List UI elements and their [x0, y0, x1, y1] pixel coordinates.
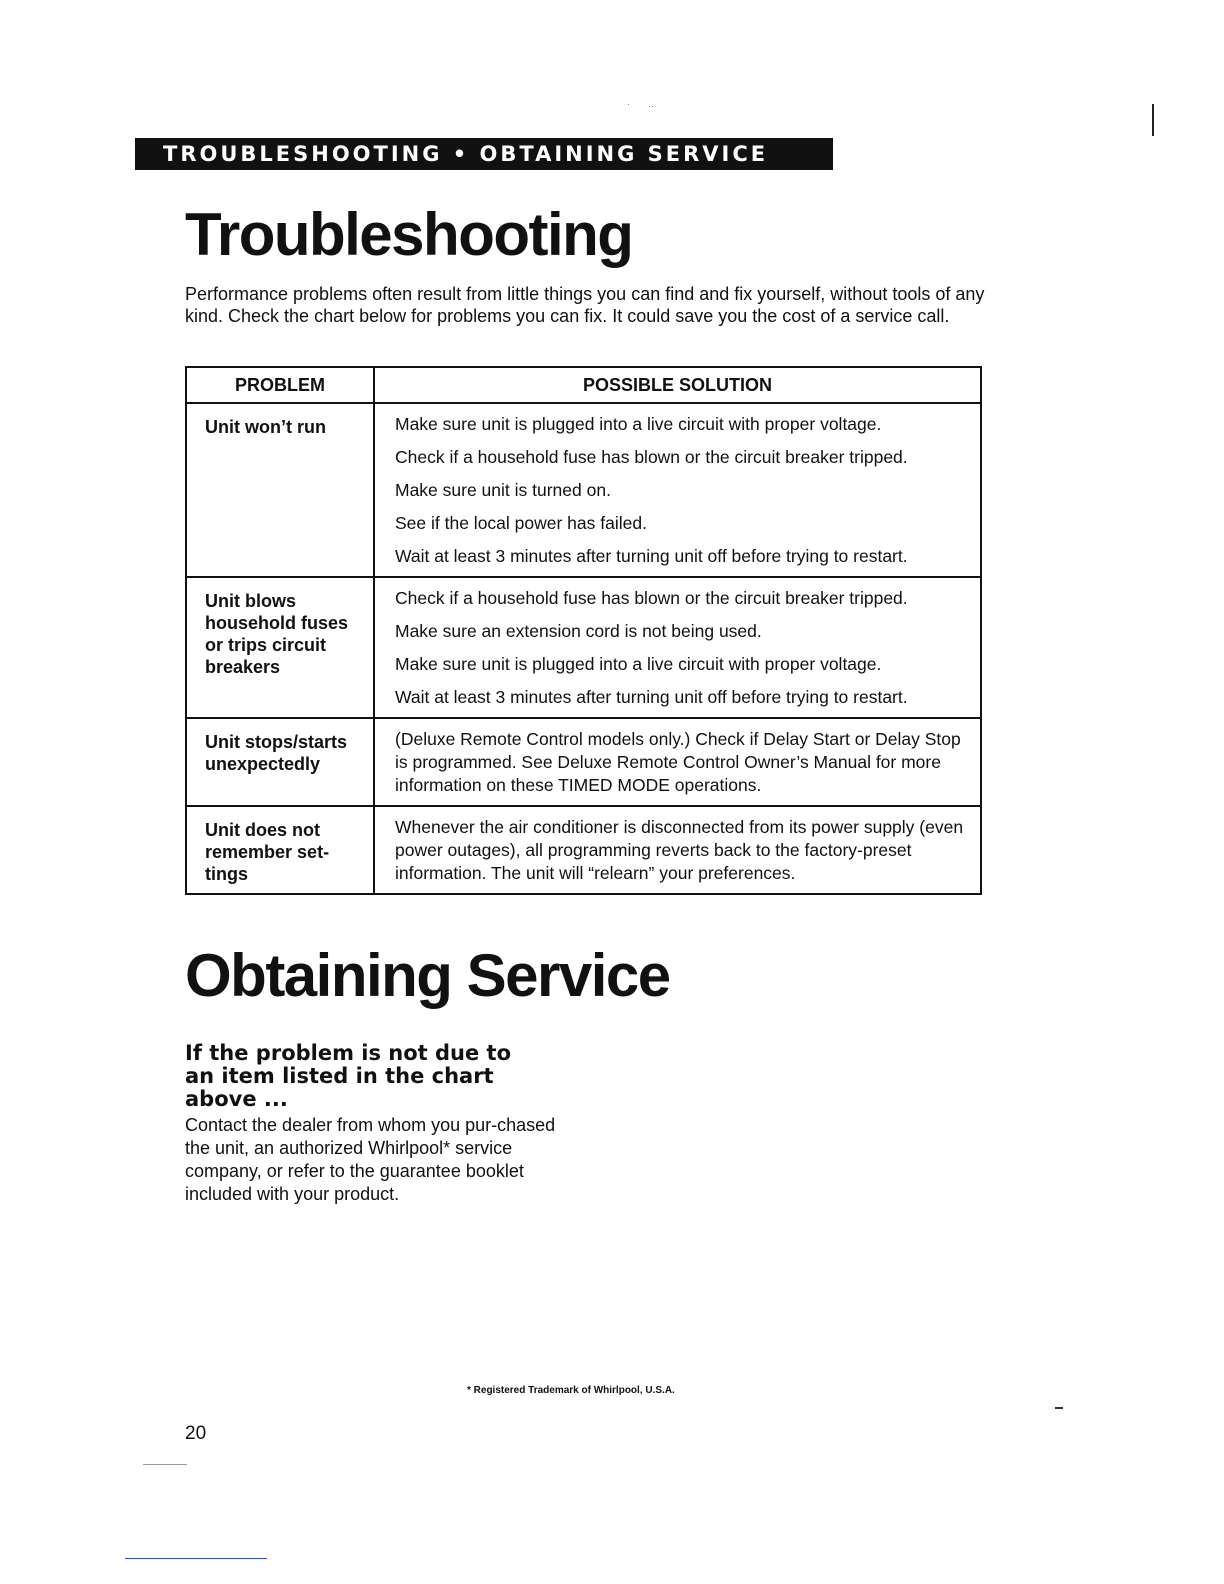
service-body: Contact the dealer from whom you pur-chased the unit, an authorized Whirlpool* service company, or refer to the guarantee booklet included with your product.: [185, 1115, 556, 1204]
table-header-row: [186, 367, 981, 403]
problem-cell: Unit does not remember set-tings: [186, 806, 374, 894]
problem-cell: Unit blows household fuses or trips circuit breakers: [186, 577, 374, 718]
solution-item: Check if a household fuse has blown or the circuit breaker tripped.: [395, 447, 908, 467]
solution-item: See if the local power has failed.: [395, 513, 647, 533]
solution-item: Make sure an extension cord is not being used.: [395, 621, 762, 641]
solution-item: Make sure unit is turned on.: [395, 480, 611, 500]
table-row: [186, 577, 981, 718]
scan-specks: ·‥: [627, 99, 673, 109]
margin-mark: [1152, 104, 1154, 136]
solution-cell: [374, 718, 981, 806]
solution-item: Check if a household fuse has blown or the circuit breaker tripped.: [395, 588, 908, 608]
trademark-footnote: * Registered Trademark of Whirlpool, U.S.A.: [467, 1385, 675, 1396]
troubleshooting-title: Troubleshooting: [185, 201, 633, 268]
solution-cell: [374, 806, 981, 894]
problem-cell: Unit won’t run: [186, 403, 374, 577]
solution-item: Wait at least 3 minutes after turning unit off before trying to restart.: [395, 687, 908, 707]
section-banner: TROUBLESHOOTING • OBTAINING SERVICE: [135, 138, 833, 170]
table-row: [186, 806, 981, 894]
scan-edge-line: [125, 1558, 267, 1559]
solution-item: Wait at least 3 minutes after turning unit off before trying to restart.: [395, 546, 908, 566]
problem-cell: Unit stops/starts unexpectedly: [186, 718, 374, 806]
table-row: [186, 403, 981, 577]
scan-mark: [1055, 1407, 1063, 1409]
solution-item: Make sure unit is plugged into a live circuit with proper voltage.: [395, 414, 882, 434]
solution-cell: [374, 403, 981, 577]
problem-column-header: PROBLEM: [186, 367, 374, 403]
table-row: [186, 718, 981, 806]
service-subheading: If the problem is not due to an item listed in the chart above ...: [185, 1041, 512, 1111]
scan-line: [143, 1464, 187, 1465]
page-number: 20: [185, 1423, 207, 1444]
troubleshooting-table: [185, 366, 982, 895]
solution-item: Make sure unit is plugged into a live circuit with proper voltage.: [395, 654, 882, 674]
solution-column-header: POSSIBLE SOLUTION: [374, 367, 981, 403]
obtaining-service-title: Obtaining Service: [185, 942, 670, 1009]
solution-item: (Deluxe Remote Control models only.) Check if Delay Start or Delay Stop is programmed. See Deluxe Remote Control Owner’s Manual for more information on these TIMED MODE operations.: [395, 729, 961, 795]
solution-item: Whenever the air conditioner is disconnected from its power supply (even power outages), all programming reverts back to the factory-preset information. The unit will “relearn” your preferences.: [395, 817, 964, 883]
solution-cell: [374, 577, 981, 718]
troubleshooting-intro: Performance problems often result from little things you can find and fix yourself, without tools of any kind. Check the chart below for problems you can fix. It could save you the cost of a service call.: [185, 284, 985, 326]
